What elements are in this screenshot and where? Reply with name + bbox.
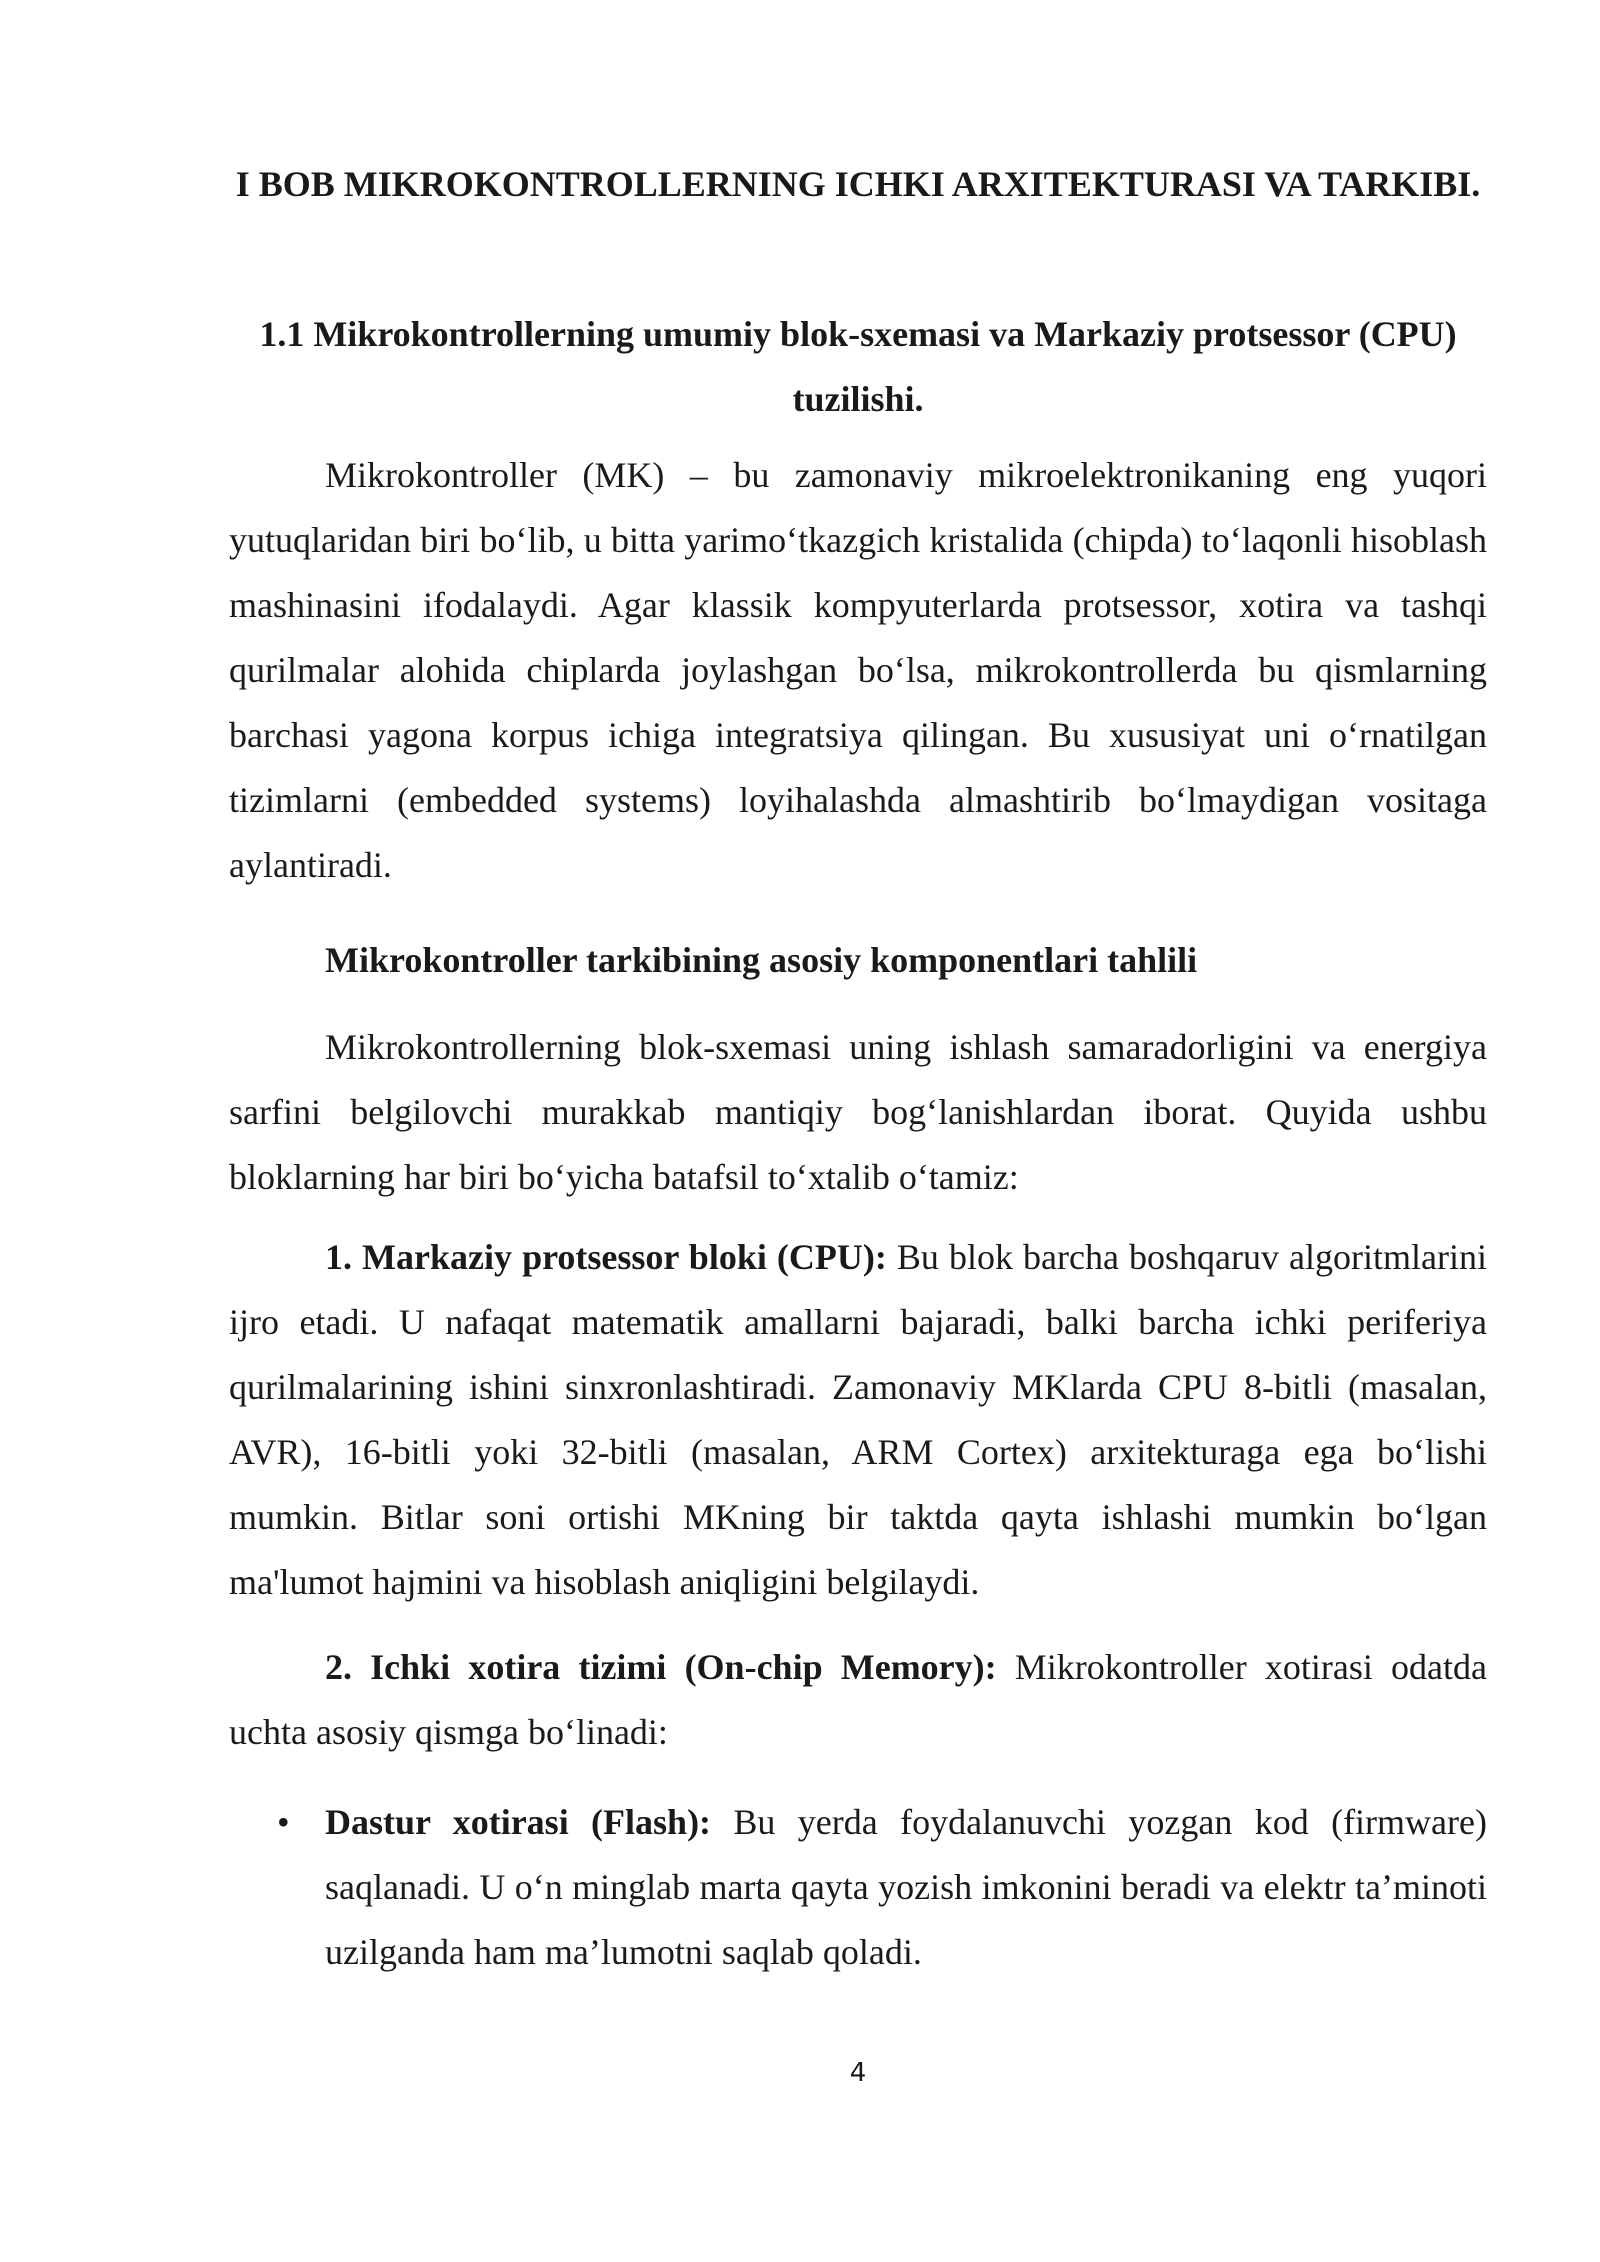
intro-paragraph: Mikrokontroller (MK) – bu zamonaviy mikroelektronikaning eng yuqori yutuqlaridan biri bo‘lib, u bitta yarimo‘tkazgich kristalida (chipda) to‘laqonli hisoblash mashinasini ifodalaydi. Agar klassik kompyuterlarda protsessor, xotira va tashqi qurilmalar alohida chiplarda joylashgan bo‘lsa, mikrokontrollerda bu qismlarning barchasi yagona korpus ichiga integratsiya qilingan. Bu xususiyat uni o‘rnatilgan tizimlarni (embedded systems) loyihalashda almashtirib bo‘lmaydigan vositaga aylantiradi. [229,455,1487,885]
cpu-item-label: 1. Markaziy protsessor bloki (CPU): [325,1237,887,1277]
page-number: 4 [849,2058,867,2088]
analysis-paragraph: Mikrokontrollerning blok-sxemasi uning ishlash samaradorligini va energiya sarfini belgilovchi murakkab mantiqiy bog‘lanishlardan iborat. Quyida ushbu bloklarning har biri bo‘yicha batafsil to‘xtalib o‘tamiz: [229,1027,1487,1197]
bullet-text: Bu yerda foydalanuvchi yozgan kod (firmware) saqlanadi. U o‘n minglab marta qayta yozish imkonini beradi va elektr ta’minoti uzilganda ham ma’lumotni saqlab qoladi. [325,1802,1487,1972]
bullet-label: Dastur xotirasi (Flash): [325,1802,712,1842]
memory-item-label: 2. Ichki xotira tizimi (On-chip Memory): [325,1647,997,1687]
cpu-item-paragraph [229,1225,1487,1615]
bullet-icon: • [277,1802,290,1842]
memory-item-paragraph [229,1635,1487,1765]
section-title: 1.1 Mikrokontrollerning umumiy blok-sxemasi va Markaziy protsessor (CPU) tuzilishi. [259,314,1457,419]
cpu-item-text: Bu blok barcha boshqaruv algoritmlarini ijro etadi. U nafaqat matematik amallarni bajaradi, balki barcha ichki periferiya qurilmalarining ishini sinxronlashtiradi. Zamonaviy MKlarda CPU 8-bitli (masalan, AVR), 16-bitli yoki 32-bitli (masalan, ARM Cortex) arxitekturaga ega bo‘lishi mumkin. Bitlar soni ortishi MKning bir taktda qayta ishlashi mumkin bo‘lgan ma'lumot hajmini va hisoblash aniqligini belgilaydi. [229,1237,1487,1602]
subheading: Mikrokontroller tarkibining asosiy komponentlari tahlili [325,940,1198,980]
document-page [229,0,1487,2262]
memory-item-text: Mikrokontroller xotirasi odatda uchta asosiy qismga bo‘linadi: [229,1647,1487,1752]
list-item [229,1790,1487,1985]
chapter-title: I BOB MIKROKONTROLLERNING ICHKI ARXITEKTURASI VA TARKIBI. [235,164,1481,204]
memory-bullet-list [229,1790,1487,1985]
